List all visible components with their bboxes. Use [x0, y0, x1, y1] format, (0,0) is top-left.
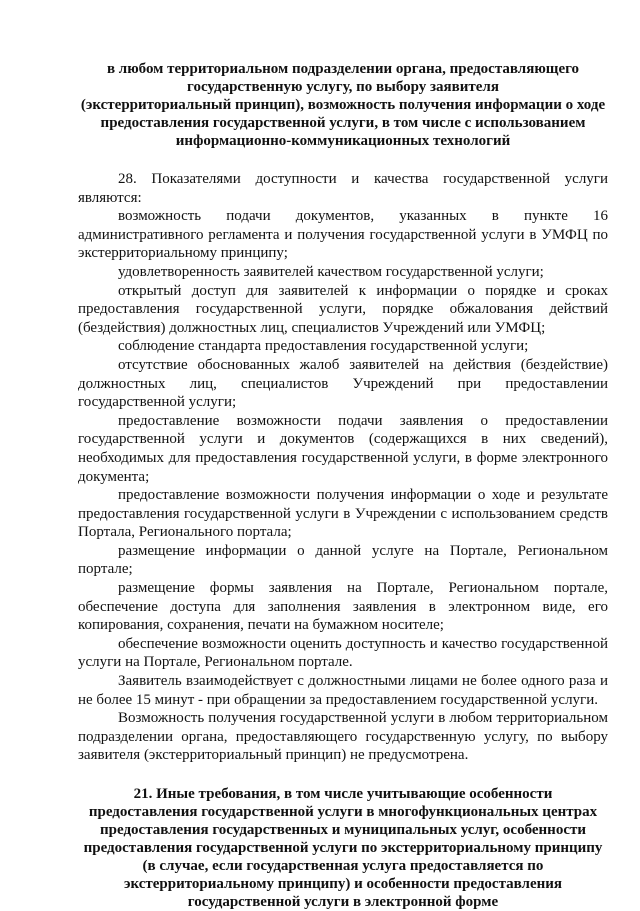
- heading-line: экстерриториальному принципу) и особенности предоставления: [124, 876, 562, 892]
- paragraph: Возможность получения государственной услуги в любом территориальном подразделении органа, предоставляющего государственную услугу, по выбору заявителя (экстерриториальный принцип) не предусмотрена.: [78, 710, 608, 764]
- document-page: [78, 60, 608, 911]
- heading-line: государственной услуги в электронной форме: [187, 894, 499, 910]
- section-heading-top: [78, 60, 608, 150]
- paragraph: обеспечение возможности оценить доступность и качество государственной услуги на Портале, Региональном портале.: [78, 635, 608, 671]
- paragraph: открытый доступ для заявителей к информации о порядке и сроках предоставления государственной услуги, порядке обжалования действий (бездействия) должностных лиц, специалистов Учреждений или УМФЦ;: [78, 282, 608, 336]
- paragraph: предоставление возможности подачи заявления о предоставлении государственной услуги и документов (содержащихся в них сведений), необходимых для предоставления государственной услуги, в форме электронного документа;: [78, 412, 608, 485]
- paragraph: возможность подачи документов, указанных в пункте 16 административного регламента и получения государственной услуги в УМФЦ по экстерриториальному принципу;: [78, 208, 608, 262]
- heading-line: предоставления государственной услуги по экстерриториальному принципу: [83, 840, 603, 856]
- heading-line: предоставления государственной услуги, в том числе с использованием: [100, 115, 586, 131]
- heading-line: 21. Иные требования, в том числе учитывающие особенности: [133, 786, 553, 802]
- paragraph: отсутствие обоснованных жалоб заявителей на действия (бездействие) должностных лиц, специалистов Учреждений при предоставлении государственной услуги;: [78, 356, 608, 411]
- body-text: [78, 170, 608, 765]
- paragraph-item-28: 28. Показателями доступности и качества государственной услуги являются:: [78, 171, 608, 206]
- heading-line: (в случае, если государственная услуга предоставляется по: [142, 858, 544, 874]
- heading-line: информационно-коммуникационных технологий: [175, 133, 511, 149]
- paragraph: удовлетворенность заявителей качеством государственной услуги;: [118, 263, 544, 280]
- heading-line: предоставления государственной услуги в многофункциональных центрах: [88, 804, 598, 820]
- section-heading-21: [78, 785, 608, 911]
- paragraph: размещение информации о данной услуге на Портале, Региональном портале;: [78, 542, 608, 578]
- paragraph: соблюдение стандарта предоставления государственной услуги;: [118, 338, 529, 355]
- heading-line: в любом территориальном подразделении органа, предоставляющего: [106, 61, 580, 77]
- heading-line: государственную услугу, по выбору заявителя: [187, 79, 499, 95]
- heading-line: предоставления государственных и муниципальных услуг, особенности: [100, 822, 586, 838]
- paragraph: Заявитель взаимодействует с должностными лицами не более одного раза и не более 15 минут - при обращении за предоставлением государственной услуги.: [78, 673, 608, 708]
- paragraph: размещение формы заявления на Портале, Региональном портале, обеспечение доступа для заполнения заявления в электронном виде, его копирования, сохранения, печати на бумажном носителе;: [78, 580, 608, 634]
- heading-line: (экстерриториальный принцип), возможность получения информации о ходе: [80, 97, 606, 113]
- paragraph: предоставление возможности получения информации о ходе и результате предоставления государственной услуги в Учреждении с использованием средств Портала, Регионального портала;: [78, 487, 608, 541]
